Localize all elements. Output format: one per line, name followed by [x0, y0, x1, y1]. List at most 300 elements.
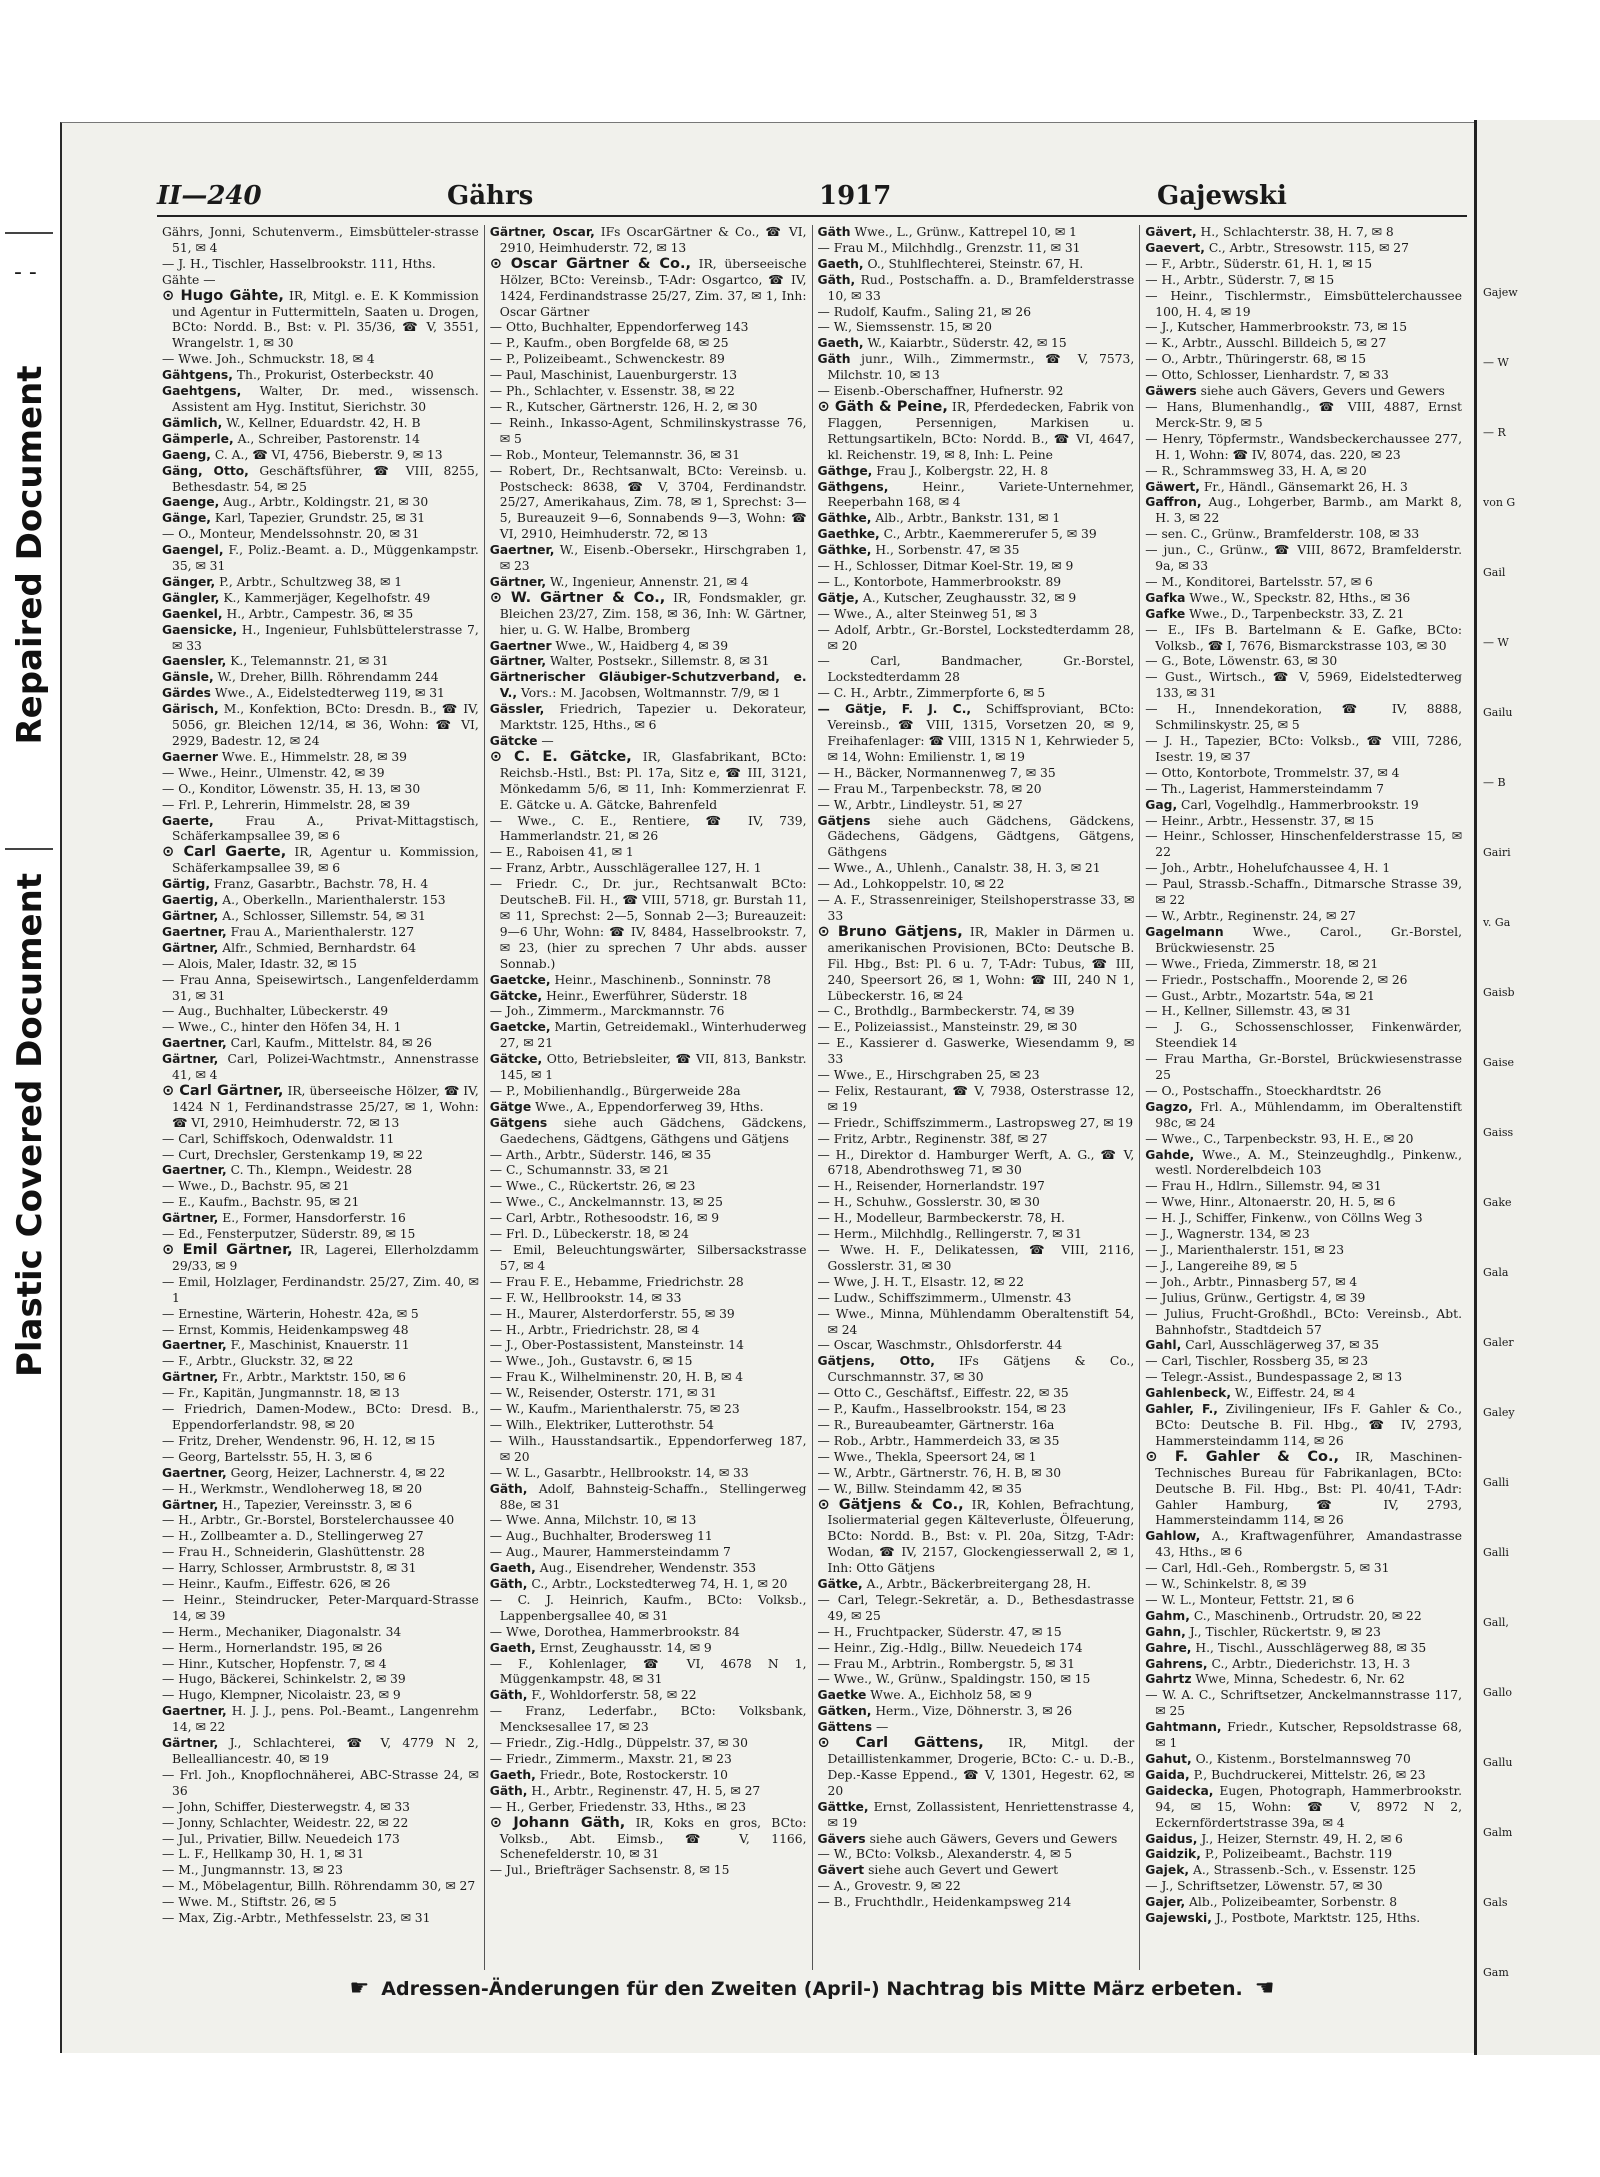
entry-text: Franz, Gasarbtr., Bachstr. 78, H. 4	[213, 877, 429, 892]
directory-entry	[818, 1593, 1135, 1625]
directory-entry	[162, 1498, 479, 1514]
entry-text: Wwe., D., Tarpenbeckstr. 33, Z. 21	[1189, 606, 1405, 621]
entry-text: — Frau H., Schneiderin, Glashüttenstr. 28	[162, 1545, 425, 1560]
entry-text: — Wwe, Hinr., Altonaerstr. 20, H. 5, ✉ 6	[1145, 1195, 1396, 1210]
entry-text: — Rudolf, Kaufm., Saling 21, ✉ 26	[817, 304, 1032, 319]
entry-name: ⊙ Carl Gärtner,	[162, 1082, 284, 1099]
entry-text: Heinr., Ewerführer, Süderstr. 18	[546, 988, 748, 1003]
entry-text: — J., Marienthalerstr. 151, ✉ 23	[1145, 1243, 1345, 1257]
next-page-edge	[1474, 120, 1600, 2055]
directory-entry	[162, 1672, 479, 1688]
directory-entry	[162, 1513, 479, 1529]
entry-name: ⊙ C. E. Gätcke,	[489, 748, 632, 765]
entry-text: — Fritz, Arbtr., Reginenstr. 38f, ✉ 27	[817, 1131, 1048, 1146]
directory-entry	[818, 686, 1135, 702]
directory-entry	[1145, 400, 1462, 432]
entry-text: Aug., Lohgerber, Barmb., am Markt 8, H. 3, ✉ 22	[1155, 495, 1462, 526]
entry-text: — Frl. P., Lehrerin, Himmelstr. 28, ✉ 39	[162, 797, 411, 812]
directory-entry	[162, 925, 479, 941]
directory-entry	[818, 1466, 1135, 1482]
directory-entry	[818, 925, 1135, 1005]
directory-entry	[490, 400, 807, 416]
directory-entry	[490, 1529, 807, 1545]
entry-text: siehe auch Gädchens, Gädckens, Gädechens, Gädgens, Gädtgens, Gätgens, Gäthgens	[827, 813, 1135, 860]
directory-entry	[490, 1752, 807, 1768]
entry-text: — Th., Lagerist, Hammersteindamm 7	[1145, 781, 1385, 796]
entry-text: — W., Arbtr., Reginenstr. 24, ✉ 27	[1145, 908, 1356, 923]
directory-entry	[1145, 1179, 1462, 1195]
entry-name: Gaeth,	[489, 1640, 536, 1655]
directory-entry	[162, 1084, 479, 1132]
entry-text: — Heinr., Arbtr., Hessenstr. 37, ✉ 15	[1145, 813, 1375, 828]
entry-text: — Herm., Hornerlandstr. 195, ✉ 26	[162, 1640, 383, 1655]
entry-text: — Ph., Schlachter, v. Essenstr. 38, ✉ 22	[489, 384, 735, 399]
directory-entry	[818, 893, 1135, 925]
directory-entry	[818, 575, 1135, 591]
directory-entry	[162, 1036, 479, 1052]
entry-text: — C. H., Arbtr., Zimmerpforte 6, ✉ 5	[817, 686, 1046, 701]
entry-name: Gänge,	[162, 511, 211, 526]
entry-name: Gärdes	[162, 686, 211, 701]
entry-text: — H., Zollbeamter a. D., Stellingerweg 27	[162, 1529, 424, 1544]
entry-text: H., Tapezier, Vereinsstr. 3, ✉ 6	[222, 1497, 413, 1512]
entry-text: — Oscar, Waschmstr., Ohlsdorferstr. 44	[817, 1338, 1063, 1353]
entry-text: — J. G., Schossenschlosser, Finkenwärder, Steendiek 14	[1145, 1020, 1462, 1051]
entry-text: — P., Mobilienhandlg., Bürgerweide 28a	[489, 1083, 741, 1098]
entry-name: Gäth	[817, 352, 851, 367]
entry-name: Gärtner,	[162, 1736, 219, 1751]
directory-entry	[818, 257, 1135, 273]
directory-entry	[818, 1895, 1135, 1911]
entry-text: H., Schlachterstr. 38, H. 7, ✉ 8	[1200, 225, 1394, 239]
directory-entry	[490, 543, 807, 575]
entry-name: Gäwers	[1145, 384, 1197, 399]
next-page-fragment: Gail	[1483, 566, 1506, 579]
next-page-fragment: Gajew	[1483, 286, 1518, 299]
directory-entry	[490, 1784, 807, 1800]
entry-name: Gaengel,	[162, 543, 224, 558]
directory-entry	[162, 591, 479, 607]
entry-text: M., Konfektion, BCto: Dresdn. B., ☎ IV, 5056, gr. Bleichen 12/14, ✉ 36, Wohn: ☎ VI, 2929, Badestr. 12, ✉ 24	[172, 702, 479, 748]
entry-text: — J. H., Tischler, Hasselbrookstr. 111, Hths.	[162, 256, 436, 271]
entry-name: Gättens	[817, 1720, 873, 1735]
entry-name: Gaidus,	[1145, 1831, 1198, 1846]
directory-entry	[818, 1386, 1135, 1402]
entry-text: — Joh., Zimmerm., Marckmannstr. 76	[489, 1004, 725, 1019]
directory-entry	[490, 1020, 807, 1052]
next-page-fragment: Gals	[1483, 1896, 1508, 1909]
entry-name: Gärtner,	[489, 654, 547, 669]
entry-name: Gaehtgens,	[162, 384, 242, 399]
entry-name: Gämperle,	[162, 431, 234, 446]
directory-entry	[490, 973, 807, 989]
directory-entry	[818, 1704, 1135, 1720]
entry-text: P., Arbtr., Schultzweg 38, ✉ 1	[219, 574, 403, 589]
entry-name: Gäth,	[489, 1688, 528, 1703]
entry-text: IFs OscarGärtner & Co., ☎ VI, 2910, Heimhuderstr. 72, ✉ 13	[499, 225, 807, 255]
directory-entry	[162, 766, 479, 782]
entry-text: Zivilingenieur, IFs F. Gahler & Co., BCto: Deutsche B. Fil. Hbg., ☎ IV, 2793, Hammersteindamm 114, ✉ 26	[1155, 1402, 1462, 1448]
entry-name: Gänsle,	[162, 670, 214, 685]
next-page-fragment: — B	[1483, 776, 1506, 789]
entry-text: — Wwe., Thekla, Speersort 24, ✉ 1	[817, 1449, 1037, 1464]
entry-text: — Otto, Buchhalter, Eppendorferweg 143	[489, 320, 749, 335]
entry-text: — Friedr., Zig.-Hdlg., Düppelstr. 37, ✉ 30	[489, 1736, 748, 1751]
directory-entry	[1145, 1307, 1462, 1339]
entry-text: — Henry, Töpfermstr., Wandsbeckerchaussee 277, H. 1, Wohn: ☎ IV, 8074, das. 220, ✉ 23	[1145, 431, 1462, 462]
entry-text: Schiffsproviant, BCto: Vereinsb., ☎ VIII, 1315, Vorsetzen 20, ✉ 9, Freihafenlager: ☎ VIII, 1315 N 1, Kehrwieder 5, ✉ 14, Wohn: Emilienstr. 1, ✉ 19	[827, 702, 1135, 764]
directory-entry	[818, 766, 1135, 782]
entry-name: Gätgens	[489, 1115, 548, 1130]
directory-entry	[1145, 734, 1462, 766]
entry-text: — Heinr., Kaufm., Eiffestr. 626, ✉ 26	[162, 1577, 391, 1592]
entry-text: — Frau H., Hdlrn., Sillemstr. 94, ✉ 31	[1145, 1179, 1382, 1194]
entry-text: — Wwe., W., Grünw., Spaldingstr. 150, ✉ 15	[817, 1672, 1091, 1687]
directory-entry	[490, 1116, 807, 1148]
directory-entry	[818, 1482, 1135, 1498]
directory-entry	[1145, 766, 1462, 782]
directory-entry	[818, 814, 1135, 862]
entry-text: Wwe., A. M., Steinzeughdlg., Pinkenw., westl. Norderelbdeich 103	[1155, 1147, 1462, 1178]
entry-text: P., Buchdruckerei, Mittelstr. 26, ✉ 23	[1193, 1767, 1426, 1782]
next-page-fragment: Gaise	[1483, 1056, 1515, 1069]
entry-text: — Carl, Bandmacher, Gr.-Borstel, Lockstedterdamm 28	[817, 654, 1135, 685]
entry-text: C. Th., Klempn., Weidestr. 28	[230, 1163, 413, 1178]
directory-entry	[1145, 702, 1462, 734]
directory-entry	[490, 1704, 807, 1736]
next-page-fragment: Galli	[1483, 1546, 1509, 1559]
directory-entry	[1145, 1402, 1462, 1450]
directory-entry	[1145, 289, 1462, 321]
entry-name: Gärtner,	[162, 1052, 219, 1067]
entry-name: Gätcke,	[489, 1052, 543, 1067]
directory-entry	[490, 814, 807, 846]
entry-text: IR, Makler in Därmen u. amerikanischen Provisionen, BCto: Deutsche B. Fil. Hbg., Bst: Pl. 6 u. 7, T-Adr: Tubus, ☎ III, 240, Speersort 26, ✉ 1, Wohn: ☎ III, 240 N 1, Lübeckerstr. 16, ✉ 24	[827, 924, 1135, 1003]
pointing-hand-icon: ☛	[349, 1976, 370, 2001]
entry-name: Gahrens,	[1145, 1656, 1208, 1671]
entry-name: Gärtner,	[162, 940, 219, 955]
entry-name: Gaensicke,	[162, 622, 238, 637]
entry-text: IR, Mitgl. der Detaillistenkammer, Drogerie, BCto: C.- u. D.-B., Dep.-Kasse Eppend., ☎ V, 1301, Hegestr. 62, ✉ 20	[827, 1736, 1135, 1798]
directory-entry	[162, 464, 479, 496]
directory-entry	[490, 877, 807, 972]
entry-name: Gäth,	[489, 1481, 528, 1496]
directory-entry	[490, 1593, 807, 1625]
directory-entry	[818, 1004, 1135, 1020]
entry-text: — John, Schiffer, Diesterwegstr. 4, ✉ 33	[162, 1799, 410, 1814]
entry-name: ⊙ Gäth & Peine,	[817, 398, 948, 415]
directory-entry	[162, 1132, 479, 1148]
entry-text: — Wwe., Minna, Mühlendamm Oberaltenstift 54, ✉ 24	[817, 1306, 1135, 1337]
entry-text: IR, Lagerei, Ellerholzdamm 29/33, ✉ 9	[172, 1243, 479, 1273]
directory-entry	[162, 702, 479, 750]
directory-entry	[162, 511, 479, 527]
next-page-fragment: Gaisb	[1483, 986, 1515, 999]
entry-text: — sen. C., Grünw., Bramfelderstr. 108, ✉ 33	[1145, 527, 1420, 542]
entry-text: — W., Kaufm., Marienthalerstr. 75, ✉ 23	[489, 1402, 740, 1417]
entry-text: Alb., Arbtr., Bankstr. 131, ✉ 1	[875, 511, 1061, 526]
entry-name: Gaenkel,	[162, 606, 223, 621]
entry-text: — Jul., Briefträger Sachsenstr. 8, ✉ 15	[489, 1863, 730, 1878]
directory-entry	[162, 686, 479, 702]
entry-name: Gähtgens,	[162, 368, 233, 383]
entry-text: — W., Reisender, Osterstr. 171, ✉ 31	[489, 1386, 717, 1401]
entry-text: — jun., C., Grünw., ☎ VIII, 8672, Bramfelderstr. 9a, ✉ 33	[1145, 543, 1462, 574]
entry-text: — Otto, Schlosser, Lienhardstr. 7, ✉ 33	[1145, 368, 1389, 383]
plastic-covered-label: Plastic Covered Document	[10, 872, 50, 1378]
entry-text: — H., Innendekoration, ☎ IV, 8888, Schmilinskystr. 25, ✉ 5	[1145, 702, 1462, 733]
directory-entry	[162, 893, 479, 909]
entry-text: Aug., Eisendreher, Wendenstr. 353	[539, 1561, 757, 1576]
entry-text: — Frau F. E., Hebamme, Friedrichstr. 28	[489, 1274, 744, 1289]
directory-entry	[490, 1227, 807, 1243]
directory-entry	[1145, 607, 1462, 623]
directory-entry	[1145, 623, 1462, 655]
entry-text: E., Former, Hansdorferstr. 16	[222, 1211, 406, 1226]
directory-entry	[162, 957, 479, 973]
entry-name: Gahtmann,	[1145, 1720, 1222, 1735]
directory-entry	[1145, 1243, 1462, 1259]
directory-entry	[1145, 241, 1462, 257]
directory-entry	[1145, 1211, 1462, 1227]
directory-entry	[162, 527, 479, 543]
entry-name: ⊙ Oscar Gärtner & Co.,	[489, 255, 691, 272]
directory-entry	[1145, 1386, 1462, 1402]
directory-entry	[162, 1593, 479, 1625]
entry-text: Gähte —	[162, 272, 216, 287]
entry-name: Gärtig,	[162, 877, 211, 892]
entry-text: — Arth., Arbtr., Süderstr. 146, ✉ 35	[489, 1147, 712, 1162]
directory-entry	[162, 1847, 479, 1863]
entry-text: — Frau M., Tarpenbeckstr. 78, ✉ 20	[817, 781, 1042, 796]
entry-text: — Wwe. M., Stiftstr. 26, ✉ 5	[162, 1895, 337, 1910]
entry-text: — C. J. Heinrich, Kaufm., BCto: Volksb., Lappenbergsallee 40, ✉ 31	[489, 1592, 807, 1623]
directory-entry	[1145, 1370, 1462, 1386]
directory-entry	[818, 352, 1135, 384]
directory-entry	[1145, 654, 1462, 670]
directory-entry	[818, 1720, 1135, 1736]
entry-text: — W., Schinkelstr. 8, ✉ 39	[1145, 1577, 1307, 1592]
directory-entry	[162, 941, 479, 957]
entry-text: — C., Schumannstr. 33, ✉ 21	[489, 1163, 670, 1178]
entry-text: — Franz, Lederfabr., BCto: Volksbank, Mencksesallee 17, ✉ 23	[489, 1704, 807, 1735]
entry-text: — Carl, Telegr.-Sekretär, a. D., Bethesdastrasse 49, ✉ 25	[817, 1592, 1135, 1623]
entry-text: Fr., Händl., Gänsemarkt 26, H. 3	[1203, 479, 1408, 494]
directory-entry	[490, 1354, 807, 1370]
entry-text: — Gust., Arbtr., Mozartstr. 54a, ✉ 21	[1145, 988, 1375, 1003]
directory-entry	[162, 1816, 479, 1832]
entry-text: — Frl. Joh., Knopflochnäherei, ABC-Strasse 24, ✉ 36	[162, 1767, 479, 1798]
entry-name: Gätcke,	[489, 988, 543, 1003]
directory-entry	[818, 384, 1135, 400]
entry-text: Walter, Postsekr., Sillemstr. 8, ✉ 31	[550, 654, 770, 669]
entry-name: Gaertner,	[162, 924, 227, 939]
entry-text: — J., Langereihe 89, ✉ 5	[1145, 1258, 1298, 1273]
directory-entry	[1145, 1752, 1462, 1768]
entry-text: — P., Polizeibeamt., Schwenckestr. 89	[489, 352, 725, 367]
directory-entry	[490, 1482, 807, 1514]
entry-name: Gajer,	[1145, 1895, 1186, 1910]
directory-entry	[818, 1736, 1135, 1800]
directory-entry	[1145, 1084, 1462, 1100]
directory-entry	[162, 845, 479, 877]
entry-name: Gäng, Otto,	[162, 463, 249, 478]
entry-name: Gärtner,	[489, 574, 547, 589]
directory-entry	[490, 1418, 807, 1434]
entry-text: H., Sorbenstr. 47, ✉ 35	[875, 543, 1020, 558]
directory-entry	[1145, 464, 1462, 480]
entry-text: — Wilh., Elektriker, Lutterothstr. 54	[489, 1417, 714, 1432]
directory-entry	[490, 336, 807, 352]
entry-name: Gärisch,	[162, 702, 219, 717]
directory-entry	[162, 1052, 479, 1084]
entry-name: Gaeth,	[489, 1767, 536, 1782]
entry-text: Heinr., Maschinenb., Sonninstr. 78	[554, 972, 771, 987]
entry-name: Gärtner,	[162, 1211, 219, 1226]
entry-text: W., Dreher, Billh. Röhrendamm 244	[217, 670, 439, 685]
entry-text: — Paul, Strassb.-Schaffn., Ditmarsche Strasse 39, ✉ 22	[1145, 877, 1462, 908]
entry-text: — Frau Martha, Gr.-Borstel, Brückwiesenstrasse 25	[1145, 1052, 1462, 1083]
entry-text: — A., Grovestr. 9, ✉ 22	[817, 1879, 961, 1894]
entry-text: IR, Fondsmakler, gr. Bleichen 23/27, Zim. 158, ✉ 36, Inh: W. Gärtner, hier, u. G. W. Halbe, Bromberg	[499, 590, 807, 637]
entry-text: — Hugo, Klempner, Nicolaistr. 23, ✉ 9	[162, 1688, 401, 1703]
entry-name: Gängler,	[162, 590, 220, 605]
entry-text: — L. F., Hellkamp 30, H. 1, ✉ 31	[162, 1847, 365, 1862]
directory-entry	[1145, 336, 1462, 352]
entry-text: — Wwe., A., Uhlenh., Canalstr. 38, H. 3, ✉ 21	[817, 861, 1101, 876]
entry-text: — Max, Zig.-Arbtr., Methfesselstr. 23, ✉ 31	[162, 1911, 431, 1926]
entry-text: — Wwe., C., Tarpenbeckstr. 93, H. E., ✉ 20	[1145, 1131, 1414, 1146]
directory-entry	[162, 1307, 479, 1323]
directory-entry	[818, 1020, 1135, 1036]
directory-entry	[490, 352, 807, 368]
entry-name: ⊙ Carl Gaerte,	[162, 844, 287, 861]
entry-text: Frl. A., Mühlendamm, im Oberaltenstift 98c, ✉ 24	[1155, 1099, 1462, 1130]
directory-entry	[1145, 1132, 1462, 1148]
entry-text: P., Polizeibeamt., Bachstr. 119	[1204, 1847, 1393, 1862]
directory-entry	[818, 559, 1135, 575]
entry-name: Gaertner,	[162, 1338, 227, 1353]
directory-entry	[162, 1561, 479, 1577]
entry-name: Gaertner,	[162, 1036, 227, 1051]
column-4	[1139, 225, 1467, 1970]
directory-entry	[490, 1641, 807, 1657]
directory-entry	[1145, 1227, 1462, 1243]
next-page-fragment: v. Ga	[1483, 916, 1511, 929]
entry-text: — H., Arbtr., Süderstr. 7, ✉ 15	[1145, 272, 1335, 287]
entry-text: — H., Reisender, Hornerlandstr. 197	[817, 1179, 1045, 1194]
directory-entry	[162, 798, 479, 814]
entry-name: Gaevert,	[1145, 240, 1205, 255]
entry-text: O., Kistenm., Borstelmannsweg 70	[1195, 1752, 1411, 1766]
next-page-fragment: Galer	[1483, 1336, 1514, 1349]
directory-entry	[162, 1704, 479, 1736]
directory-entry	[490, 750, 807, 814]
entry-name: Gäthke,	[817, 543, 872, 558]
directory-entry	[490, 1100, 807, 1116]
entry-text: Wwe., A., Eidelstedterweg 119, ✉ 31	[214, 686, 445, 701]
entry-text: — Wwe., D., Bachstr. 95, ✉ 21	[162, 1179, 350, 1194]
directory-entry	[1145, 1879, 1462, 1895]
entry-name: Gaertner,	[162, 1465, 227, 1480]
entry-name: ⊙ F. Gahler & Co.,	[1145, 1448, 1339, 1465]
entry-name: Gävert,	[1145, 225, 1197, 239]
directory-entry	[490, 1657, 807, 1689]
entry-text: A., Strassenb.-Sch., v. Essenstr. 125	[1192, 1863, 1417, 1878]
entry-text: siehe auch Gevert und Gewert	[868, 1863, 1059, 1878]
entry-text: Frau J., Kolbergstr. 22, H. 8	[876, 463, 1049, 478]
entry-text: — H. J., Schiffer, Finkenw., von Cöllns Weg 3	[1145, 1211, 1423, 1226]
directory-entry	[818, 1195, 1135, 1211]
entry-name: Gahm,	[1145, 1608, 1190, 1623]
directory-entry	[1145, 973, 1462, 989]
directory-entry	[162, 1800, 479, 1816]
directory-entry	[1145, 1577, 1462, 1593]
directory-entry	[162, 495, 479, 511]
entry-name: ⊙ Johann Gäth,	[489, 1814, 626, 1831]
entry-name: Gärtner, Oscar,	[489, 225, 595, 239]
entry-text: — Wwe. Anna, Milchstr. 10, ✉ 13	[489, 1513, 697, 1528]
entry-text: — Wwe. Joh., Schmuckstr. 18, ✉ 4	[162, 352, 375, 367]
directory-entry	[490, 1307, 807, 1323]
entry-text: — Reinh., Inkasso-Agent, Schmilinskystrasse 76, ✉ 5	[489, 415, 807, 446]
column-3	[812, 225, 1140, 1970]
entry-text: — H., Arbtr., Gr.-Borstel, Borstelerchaussee 40	[162, 1513, 455, 1528]
directory-entry	[490, 257, 807, 321]
directory-entry	[1145, 368, 1462, 384]
directory-entry	[490, 1275, 807, 1291]
entry-text: IR, überseeische Hölzer, ☎ IV, 1424 N 1, Ferdinandstrasse 25/27, ✉ 1, Wohn: ☎ VI, 2910, Heimhuderstr. 72, ✉ 13	[172, 1083, 479, 1130]
directory-entry	[1145, 527, 1462, 543]
next-page-fragment: Gam	[1483, 1966, 1509, 1979]
entry-text: — Jul., Privatier, Billw. Neuedeich 173	[162, 1831, 400, 1846]
entry-name: Gahl,	[1145, 1338, 1182, 1353]
entry-text: C., Arbtr., Stresowstr. 115, ✉ 27	[1208, 240, 1409, 255]
entry-text: — Frl. D., Lübeckerstr. 18, ✉ 24	[489, 1227, 689, 1242]
dash-mark: - -	[14, 260, 37, 285]
entry-name: Gagzo,	[1145, 1099, 1193, 1114]
entry-text: — Friedr., Schiffszimmerm., Lastropsweg 27, ✉ 19	[817, 1115, 1134, 1130]
directory-entry	[1145, 1641, 1462, 1657]
entry-text: — Georg, Bartelsstr. 55, H. 3, ✉ 6	[162, 1449, 373, 1464]
directory-entry	[490, 1561, 807, 1577]
entry-text: — Aug., Maurer, Hammersteindamm 7	[489, 1545, 731, 1560]
entry-text: — H., Schlosser, Ditmar Koel-Str. 19, ✉ 9	[817, 559, 1074, 574]
entry-text: — Jonny, Schlachter, Weidestr. 22, ✉ 22	[162, 1815, 409, 1830]
directory-entry	[490, 1004, 807, 1020]
directory-entry	[490, 1195, 807, 1211]
entry-text: — Ernst, Kommis, Heidenkampsweg 48	[162, 1322, 409, 1337]
entry-name: Gättke,	[817, 1799, 869, 1814]
entry-text: — W. L., Gasarbtr., Hellbrookstr. 14, ✉ 33	[489, 1465, 749, 1480]
entry-name: ⊙ W. Gärtner & Co.,	[489, 589, 666, 606]
entry-text: IR, Glasfabrikant, BCto: Reichsb.-Hstl., Bst: Pl. 17a, Sitz e, ☎ III, 3121, Mönkedamm 5/6, ✉ 11, Inh: Kommerzienrat F. E. Gätcke u. A. Gätcke, Bahrenfeld	[499, 749, 807, 812]
entry-text: — W., Siemssenstr. 15, ✉ 20	[817, 320, 992, 335]
directory-entry	[162, 1179, 479, 1195]
directory-entry	[1145, 861, 1462, 877]
entry-text: — Rob., Monteur, Telemannstr. 36, ✉ 31	[489, 447, 741, 462]
directory-entry	[1145, 1100, 1462, 1132]
entry-name: Gärtner,	[162, 1370, 219, 1385]
entry-text: — F., Arbtr., Gluckstr. 32, ✉ 22	[162, 1354, 354, 1369]
entry-name: Gäthge,	[817, 463, 873, 478]
entry-name: Gaffron,	[1145, 495, 1202, 510]
entry-name: Gäth	[817, 225, 851, 239]
entry-text: —	[541, 734, 554, 748]
entry-name: Gämlich,	[162, 415, 223, 430]
directory-entry	[1145, 352, 1462, 368]
entry-text: Aug., Arbtr., Koldingstr. 21, ✉ 30	[223, 495, 429, 510]
